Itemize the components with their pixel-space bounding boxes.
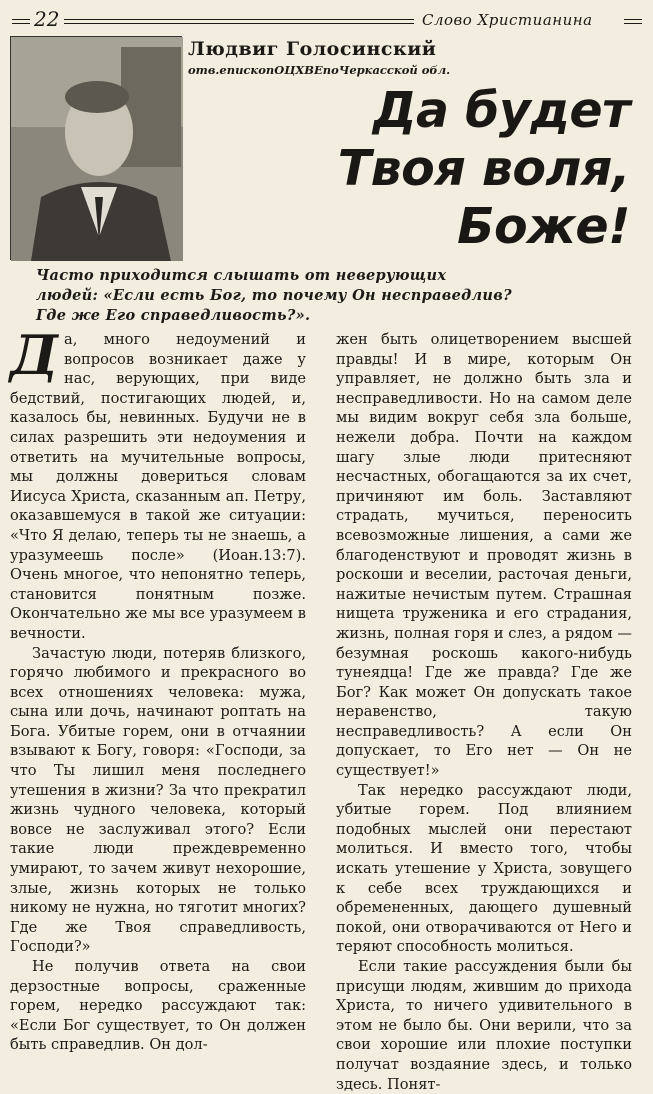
paragraph: Если такие рассуждения были бы присущи людям, жившим до прихода Христа, то ничего удивительного в этом не было бы. Они верили, что за свои хорошие или плохие поступки получат воздаяние здесь, и только здесь. Понят- (336, 958, 632, 1093)
article-lead: Часто приходится слышать от неверующих людей: «Если есть Бог, то почему Он несправедлив? Где же Его справедливость?». (36, 267, 512, 324)
headline-line-3: Боже! (457, 198, 630, 255)
article-column-right (336, 330, 632, 1094)
header-rule-left (12, 19, 30, 24)
paragraph: Зачастую люди, потеряв близкого, горячо любимого и прекрасного во всех отношениях человека: мужа, сына или дочь, начинают роптать на Бога. Убитые горем, они в отчаянии взывают к Богу, говоря: «Господи, за что Ты лишил меня последнего утешения в жизни? За что прекратил жизнь чудного человека, который вовсе не заслуживал этого? Если такие люди преждевременно умирают, то зачем живут нехорошие, злые, жизнь которых не только никому не нужна, но тяготит многих? Где же Твоя справедливость, Господи?» (10, 644, 306, 956)
page-header (12, 8, 642, 30)
page-number: 22 (34, 7, 60, 31)
article-headline (290, 82, 630, 256)
headline-line-2: Твоя воля, (337, 140, 630, 197)
author-name: Людвиг Голосинский (188, 38, 437, 60)
paragraph: Не получив ответа на свои дерзостные вопросы, сраженные горем, нередко рассуждают так: «Если Бог существует, то Он должен быть справедлив. Он дол- (10, 958, 306, 1054)
author-byline (188, 38, 638, 78)
paragraph: Так нередко рассуждают люди, убитые горем. Под влиянием подобных мыслей они перестают молиться. И вместо того, чтобы искать утешение у Христа, зовущего к себе всех труждающихся и обремененных, дающего душевный покой, они отворачиваются от Него и теряют способность молиться. (336, 781, 632, 956)
header-rule-right (624, 19, 642, 24)
headline-line-1: Да будет (372, 82, 630, 139)
header-rule-middle (64, 19, 414, 24)
paragraph: жен быть олицетворением высшей правды! И в мире, которым Он управляет, не должно быть зла и несправедливости. Но на самом деле мы видим вокруг себя зла больше, нежели добра. Почти на каждом шагу злые люди притесняют несчастных, обогащаются за их счет, причиняют им боль. Заставляют страдать, мучиться, переносить всевозможные лишения, а сами же благоденствуют и проводят жизнь в роскоши и веселии, расточая деньги, нажитые нечистым путем. Страшная нищета труженика и его страдания, жизнь, полная горя и слез, а рядом — безумная роскошь какого-нибудь тунеядца! Где же правда? Где же Бог? Как может Он допускать такое неравенство, такую несправедливость? А если Он допускает, то Его нет — Он не существует!» (336, 331, 632, 780)
drop-cap: Д (10, 323, 59, 387)
author-photo (10, 36, 182, 260)
author-title: отв.епископОЦХВЕпоЧеркасской обл. (188, 63, 451, 77)
publication-name: Слово Христианина (422, 11, 593, 29)
article-column-left (10, 323, 306, 1055)
author-portrait-image (11, 37, 183, 261)
paragraph-text: а, много недоумений и вопросов возникает даже у нас, верующих, при виде бедствий, постигающих людей, и, казалось бы, невинных. Будучи не в силах разрешить эти недоумения и ответить на мучительные вопросы, мы должны довериться словам Иисуса Христа, сказанным ап. Петру, оказавшемуся в такой же ситуации: «Что Я делаю, теперь ты не знаешь, а уразумеешь после» (Иоан.13:7). Очень многое, что непонятно теперь, становится понятным позже. Окончательно же мы все уразумеем в вечности. (10, 331, 306, 642)
paragraph (10, 323, 306, 644)
